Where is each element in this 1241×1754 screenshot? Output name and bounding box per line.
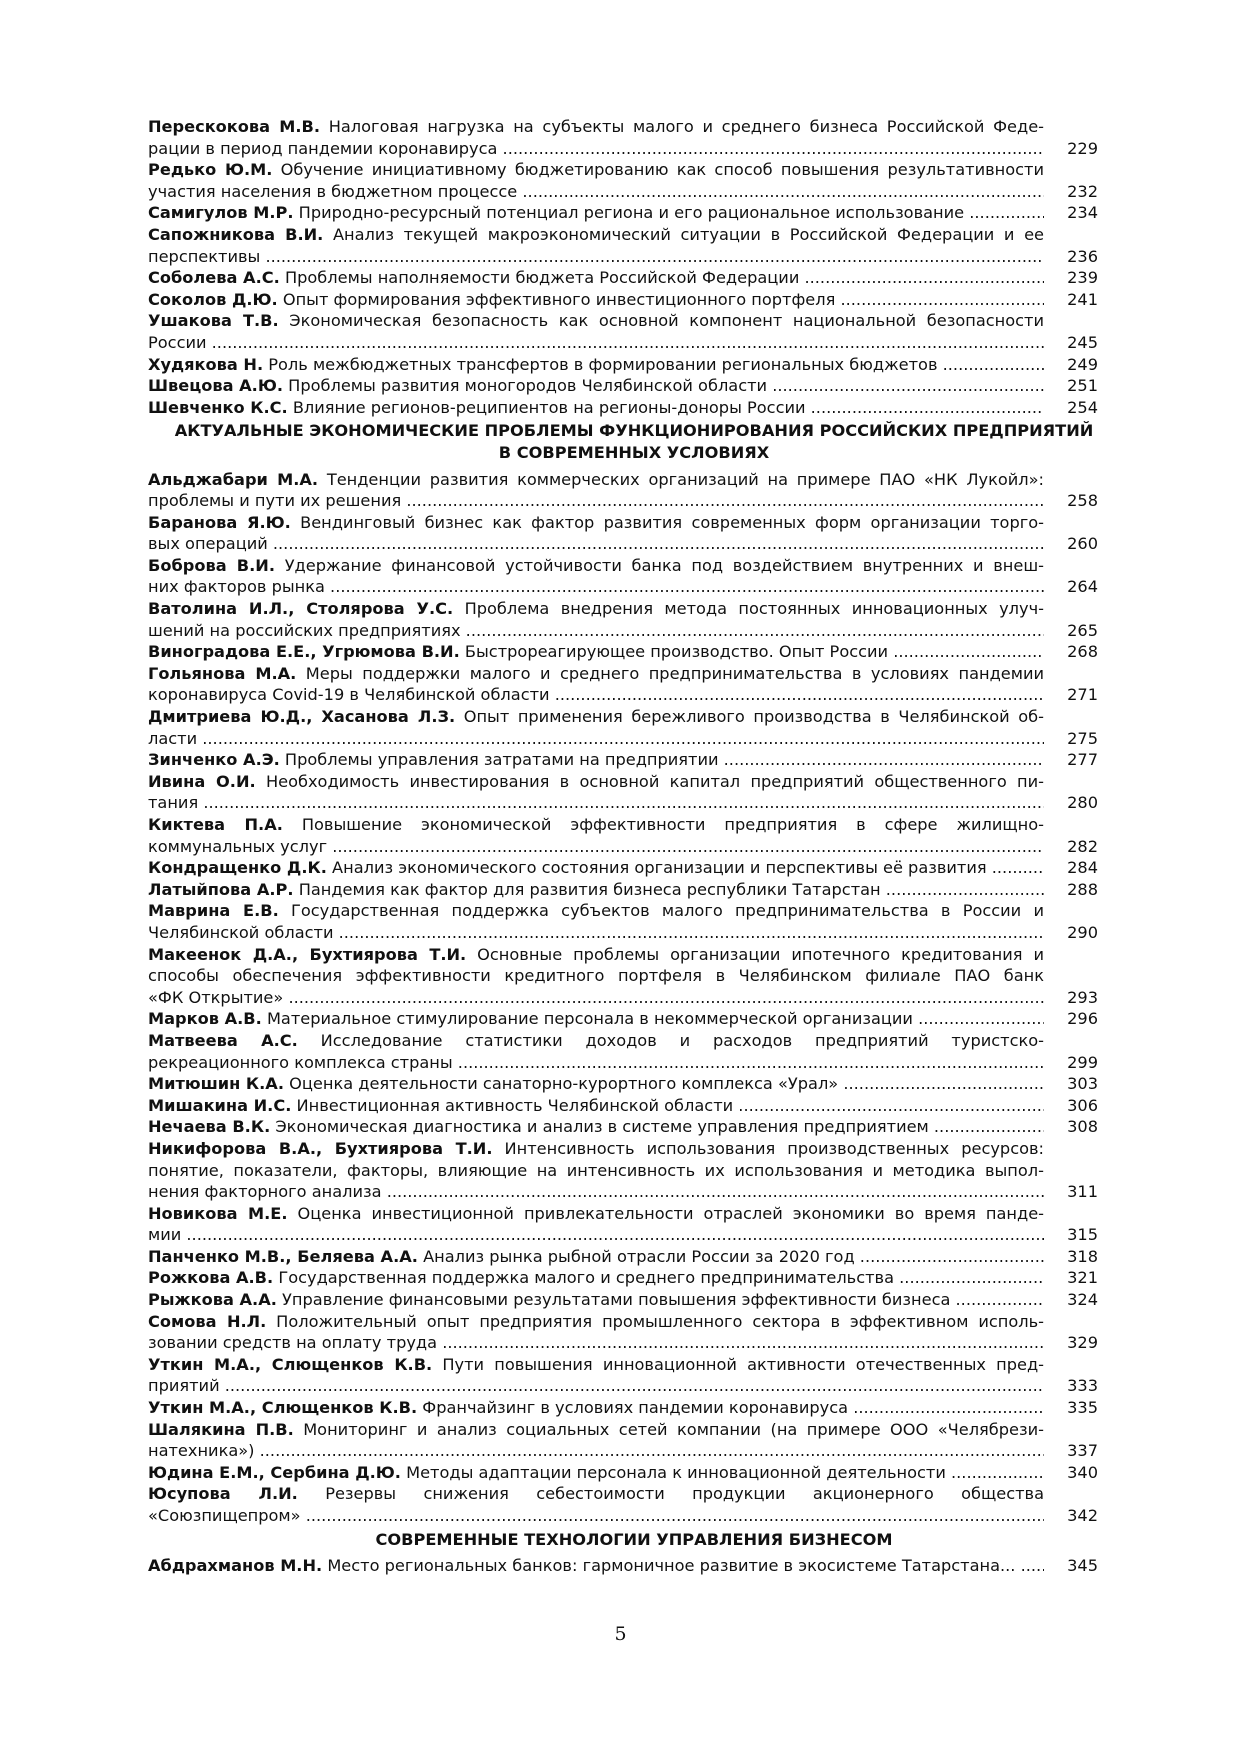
toc-entry-text xyxy=(148,159,1044,202)
toc-title-text: Резервы снижения себестоимости продукции акционерного общества xyxy=(325,1484,1044,1504)
toc-title-text: Природно-ресурсный потенциал региона и его рациональное использование xyxy=(298,203,965,223)
toc-entry-line xyxy=(148,138,1044,160)
toc-entry-text xyxy=(148,1311,1044,1354)
toc-page-number: 345 xyxy=(1067,1556,1098,1576)
toc-title-text: Необходимость инвестирования в основной капитал предприятий общественного пи- xyxy=(265,771,1044,791)
toc-entry-line xyxy=(148,1354,1044,1376)
page-number: 5 xyxy=(614,1623,627,1645)
toc-author: Мишакина И.С. xyxy=(148,1095,292,1115)
toc-page-number: 282 xyxy=(1067,836,1098,856)
toc-title-text: Место региональных банков: гармоничное развитие в экосистеме Татарстана... xyxy=(327,1556,1016,1576)
toc-entry-text xyxy=(148,397,1044,419)
toc-entry-line xyxy=(148,310,1044,332)
toc-page-number: 311 xyxy=(1067,1182,1098,1202)
toc-author: Редько Ю.М. xyxy=(148,160,273,180)
toc-entry xyxy=(148,1246,1098,1268)
toc-entry-line xyxy=(148,533,1044,555)
toc-title-text: ласти xyxy=(148,728,198,748)
toc-entry xyxy=(148,598,1098,641)
toc-title-text: Роль межбюджетных трансфертов в формировании региональных бюджетов xyxy=(268,354,938,374)
toc-page-number: 337 xyxy=(1067,1441,1098,1461)
toc-entry xyxy=(148,749,1098,771)
toc-entry-line xyxy=(148,1181,1044,1203)
toc-entry xyxy=(148,1311,1098,1354)
toc-author: Сомова Н.Л. xyxy=(148,1311,267,1331)
toc-author: Соболева А.С. xyxy=(148,268,280,288)
toc-entry-line xyxy=(148,620,1044,642)
toc-author: Альджабари М.А. xyxy=(148,469,319,489)
toc-page-number: 303 xyxy=(1067,1074,1098,1094)
toc-entry-line xyxy=(148,1052,1044,1074)
toc-title-text: Материальное стимулирование персонала в некоммерческой организации xyxy=(266,1009,913,1029)
toc-entry xyxy=(148,555,1098,598)
toc-entry-line xyxy=(148,555,1044,577)
toc-page-number: 321 xyxy=(1067,1268,1098,1288)
toc-entry-line xyxy=(148,246,1044,268)
toc-entry-line xyxy=(148,987,1044,1009)
toc-title-text: Челябинской области xyxy=(148,922,334,942)
toc-page-number: 329 xyxy=(1067,1333,1098,1353)
toc-entry xyxy=(148,224,1098,267)
toc-entry-line xyxy=(148,663,1044,685)
toc-entry xyxy=(148,116,1098,159)
toc-page-number: 239 xyxy=(1067,268,1098,288)
toc-author: Кондращенко Д.К. xyxy=(148,858,327,878)
toc-entry-line xyxy=(148,224,1044,246)
toc-title-text: нения факторного анализа xyxy=(148,1182,382,1202)
toc-page-number: 284 xyxy=(1067,858,1098,878)
toc-title-text: «Союзпищепром» xyxy=(148,1506,301,1525)
toc-entry xyxy=(148,1116,1098,1138)
toc-entry-line xyxy=(148,1073,1044,1095)
toc-entry xyxy=(148,1555,1098,1577)
toc-entry-line xyxy=(148,1116,1044,1138)
toc-entry-line xyxy=(148,1095,1044,1117)
toc-author: Киктева П.А. xyxy=(148,815,283,834)
toc-entry-text xyxy=(148,814,1044,857)
toc-entry xyxy=(148,663,1098,706)
toc-author: Панченко М.В., Беляева А.А. xyxy=(148,1246,418,1266)
toc-entry-line xyxy=(148,576,1044,598)
toc-entry-line xyxy=(148,289,1044,311)
toc-entry xyxy=(148,512,1098,555)
toc-entry-line xyxy=(148,181,1044,203)
toc-title-text: Пандемия как фактор для развития бизнеса республики Татарстан xyxy=(298,879,881,899)
toc-title-text: Инвестиционная активность Челябинской области xyxy=(296,1095,734,1115)
toc-entry-line xyxy=(148,202,1044,224)
toc-page-number: 260 xyxy=(1067,534,1098,554)
toc-entry-line xyxy=(148,332,1044,354)
toc-entry-text xyxy=(148,900,1044,943)
toc-title-text: мии xyxy=(148,1225,182,1245)
toc-entry xyxy=(148,354,1098,376)
toc-title-text: «ФК Открытие» xyxy=(148,987,284,1007)
toc-entry xyxy=(148,1483,1098,1526)
toc-entry xyxy=(148,1073,1098,1095)
toc-title-text: Меры поддержки малого и среднего предпринимательства в условиях пандемии xyxy=(305,663,1044,683)
toc-title-text: натехника») xyxy=(148,1441,255,1461)
toc-entry-line xyxy=(148,1224,1044,1246)
toc-entry xyxy=(148,289,1098,311)
toc-page-number: 293 xyxy=(1067,987,1098,1007)
toc-entry-line xyxy=(148,469,1044,491)
toc-entry-line xyxy=(148,598,1044,620)
toc-title-text: Быстрореагирующее производство. Опыт России xyxy=(464,642,889,662)
toc-entry xyxy=(148,641,1098,663)
toc-entry-line xyxy=(148,792,1044,814)
toc-entry-line xyxy=(148,1419,1044,1441)
toc-title-text: Мониторинг и анализ социальных сетей компании (на примере ООО «Челябрези- xyxy=(303,1419,1044,1439)
toc-title-text: Влияние регионов-реципиентов на регионы-доноры России xyxy=(292,397,806,417)
toc-entry xyxy=(148,1008,1098,1030)
toc-title-text: Положительный опыт предприятия промышленного сектора в эффективном исполь- xyxy=(276,1311,1044,1331)
toc-entry-text xyxy=(148,354,1044,376)
toc-entry xyxy=(148,771,1098,814)
toc-title-text: понятие, показатели, факторы, влияющие на интенсивность их использования и методика выпол- xyxy=(148,1160,1044,1180)
toc-title-text: способы обеспечения эффективности кредитного портфеля в Челябинском филиале ПАО банк xyxy=(148,966,1044,986)
toc-title-text: рекреационного комплекса страны xyxy=(148,1052,453,1072)
toc-entry xyxy=(148,1462,1098,1484)
toc-entry xyxy=(148,375,1098,397)
toc-author: Зинченко А.Э. xyxy=(148,750,280,770)
toc-author: Баранова Я.Ю. xyxy=(148,512,291,532)
toc-page-number: 254 xyxy=(1067,397,1098,417)
toc-page-number: 299 xyxy=(1067,1052,1098,1072)
toc-entry-text xyxy=(148,1095,1044,1117)
toc-title-text: Проблема внедрения метода постоянных инновационных улуч- xyxy=(464,599,1044,619)
toc-entry-line xyxy=(148,1160,1044,1182)
toc-entry-text xyxy=(148,771,1044,814)
toc-page-number: 340 xyxy=(1067,1462,1098,1482)
toc-author: Уткин М.А., Слющенков К.В. xyxy=(148,1398,418,1418)
toc-entry xyxy=(148,397,1098,419)
toc-page-number: 234 xyxy=(1067,203,1098,223)
toc-entry-text xyxy=(148,1267,1044,1289)
toc-author: Нечаева В.К. xyxy=(148,1117,271,1137)
toc-page-number: 324 xyxy=(1067,1290,1098,1310)
toc-page-number: 306 xyxy=(1067,1095,1098,1115)
toc-entry-text xyxy=(148,224,1044,267)
toc-entry-line xyxy=(148,1505,1044,1527)
toc-entry xyxy=(148,1397,1098,1419)
toc-author: Макеенок Д.А., Бухтиярова Т.И. xyxy=(148,944,467,964)
toc-author: Рыжкова А.А. xyxy=(148,1290,277,1310)
toc-page-number: 249 xyxy=(1067,354,1098,374)
toc-title-text: Пути повышения инновационной активности отечественных пред- xyxy=(442,1354,1044,1374)
toc-entry-line xyxy=(148,944,1044,966)
toc-entry-text xyxy=(148,1354,1044,1397)
toc-entry-line xyxy=(148,749,1044,771)
toc-author: Никифорова В.А., Бухтиярова Т.И. xyxy=(148,1138,493,1158)
toc-entry-line xyxy=(148,267,1044,289)
toc-entry xyxy=(148,814,1098,857)
toc-author: Ватолина И.Л., Столярова У.С. xyxy=(148,599,454,619)
toc-title-text: Экономическая диагностика и анализ в системе управления предприятием xyxy=(275,1117,929,1137)
toc-page-number: 229 xyxy=(1067,138,1098,158)
toc-page-number: 335 xyxy=(1067,1398,1098,1418)
toc-entry-text xyxy=(148,1462,1044,1484)
toc-entry xyxy=(148,267,1098,289)
toc-title-text: коммунальных услуг xyxy=(148,836,328,856)
toc-title-text: шений на российских предприятиях xyxy=(148,620,461,640)
toc-title-text: России xyxy=(148,332,207,352)
toc-entry-line xyxy=(148,1332,1044,1354)
toc-entry-line xyxy=(148,1030,1044,1052)
toc-page-number: 275 xyxy=(1067,728,1098,748)
toc-entry xyxy=(148,469,1098,512)
toc-author: Новикова М.Е. xyxy=(148,1203,288,1223)
toc-entry-text xyxy=(148,512,1044,555)
toc-title-text: Обучение инициативному бюджетированию как способ повышения результативности xyxy=(280,160,1044,180)
toc-entry-line xyxy=(148,1555,1044,1577)
toc-entry-line xyxy=(148,1462,1044,1484)
toc-entry xyxy=(148,706,1098,749)
toc-page-number: 258 xyxy=(1067,491,1098,511)
section-heading-line: СОВРЕМЕННЫЕ ТЕХНОЛОГИИ УПРАВЛЕНИЯ БИЗНЕСОМ xyxy=(375,1529,893,1549)
toc-entry-text xyxy=(148,663,1044,706)
toc-page-number: 268 xyxy=(1067,642,1098,662)
toc-entry xyxy=(148,879,1098,901)
toc-entry-line xyxy=(148,1267,1044,1289)
toc-author: Дмитриева Ю.Д., Хасанова Л.З. xyxy=(148,707,456,727)
toc-entry-line xyxy=(148,159,1044,181)
toc-entry-text xyxy=(148,267,1044,289)
toc-title-text: Основные проблемы организации ипотечного кредитования и xyxy=(477,944,1044,964)
toc-entry-text xyxy=(148,1030,1044,1073)
toc-entry-text xyxy=(148,116,1044,159)
section-heading-line: В СОВРЕМЕННЫХ УСЛОВИЯХ xyxy=(498,442,770,462)
toc-author: Митюшин К.А. xyxy=(148,1074,284,1094)
toc-entry-line xyxy=(148,814,1044,836)
toc-author: Виноградова Е.Е., Угрюмова В.И. xyxy=(148,642,460,662)
toc-title-text: перспективы xyxy=(148,246,261,266)
toc-author: Боброва В.И. xyxy=(148,555,275,575)
toc-author: Уткин М.А., Слющенков К.В. xyxy=(148,1354,433,1374)
toc-title-text: Методы адаптации персонала к инновационной деятельности xyxy=(406,1462,946,1482)
toc-entry-text xyxy=(148,1116,1044,1138)
toc-entry xyxy=(148,944,1098,1009)
toc-entry-text xyxy=(148,1555,1044,1577)
toc-title-text: коронавируса Covid-19 в Челябинской области xyxy=(148,685,550,705)
toc-author: Соколов Д.Ю. xyxy=(148,289,278,309)
toc-entry-line xyxy=(148,684,1044,706)
toc-title-text: тания xyxy=(148,793,199,813)
toc-author: Худякова Н. xyxy=(148,354,264,374)
toc-entry-line xyxy=(148,728,1044,750)
toc-entry-line xyxy=(148,116,1044,138)
toc-page-number: 318 xyxy=(1067,1246,1098,1266)
toc-entry-text xyxy=(148,944,1044,1009)
toc-entry-line xyxy=(148,1375,1044,1397)
toc-entry-text xyxy=(148,1008,1044,1030)
toc-entry-text xyxy=(148,469,1044,512)
toc-page-number: 236 xyxy=(1067,246,1098,266)
toc-title-text: приятий xyxy=(148,1376,220,1396)
toc-author: Юсупова Л.И. xyxy=(148,1484,298,1504)
toc-author: Ивина О.И. xyxy=(148,771,256,791)
toc-entry-line xyxy=(148,397,1044,419)
toc-title-text: Анализ текущей макроэкономический ситуации в Российской Федерации и ее xyxy=(332,224,1044,244)
toc-entry-text xyxy=(148,1289,1044,1311)
toc-entry-line xyxy=(148,354,1044,376)
toc-entry-line xyxy=(148,836,1044,858)
toc-page-number: 296 xyxy=(1067,1009,1098,1029)
toc-page-number: 265 xyxy=(1067,620,1098,640)
section-heading-line: АКТУАЛЬНЫЕ ЭКОНОМИЧЕСКИЕ ПРОБЛЕМЫ ФУНКЦИОНИРОВАНИЯ РОССИЙСКИХ ПРЕДПРИЯТИЙ xyxy=(174,421,1094,441)
section-heading xyxy=(148,1529,1098,1551)
toc-title-text: Интенсивность использования производственных ресурсов: xyxy=(504,1138,1044,1158)
toc-author: Абдрахманов М.Н. xyxy=(148,1556,323,1576)
toc-entry-line xyxy=(148,1289,1044,1311)
section-heading xyxy=(148,420,1098,463)
toc-entry-line xyxy=(148,1008,1044,1030)
toc-title-text: Вендинговый бизнес как фактор развития современных форм организации торго- xyxy=(300,512,1044,532)
toc-entry-line xyxy=(148,900,1044,922)
toc-entry-text xyxy=(148,1073,1044,1095)
toc-entry-text xyxy=(148,555,1044,598)
toc-title-text: них факторов рынка xyxy=(148,577,325,597)
toc-title-text: вых операций xyxy=(148,534,268,554)
toc-entry-text xyxy=(148,1246,1044,1268)
toc-entry-text xyxy=(148,1397,1044,1419)
toc-entry-text xyxy=(148,641,1044,663)
toc-title-text: участия населения в бюджетном процессе xyxy=(148,181,518,201)
toc-entry-text xyxy=(148,1419,1044,1462)
toc-entry-line xyxy=(148,512,1044,534)
toc-page-number: 315 xyxy=(1067,1225,1098,1245)
toc-entry-line xyxy=(148,1397,1044,1419)
toc-entry-text xyxy=(148,202,1044,224)
toc-page-number: 277 xyxy=(1067,750,1098,770)
toc-title-text: Опыт применения бережливого производства в Челябинской об- xyxy=(463,707,1044,727)
toc-entry xyxy=(148,159,1098,202)
toc-author: Рожкова А.В. xyxy=(148,1268,274,1288)
toc-entry-line xyxy=(148,641,1044,663)
toc-entry-text xyxy=(148,289,1044,311)
toc-entry xyxy=(148,202,1098,224)
toc-author: Швецова А.Ю. xyxy=(148,376,283,396)
toc-page-number: 280 xyxy=(1067,793,1098,813)
toc-title-text: Франчайзинг в условиях пандемии коронавируса xyxy=(422,1398,849,1418)
toc-title-text: зовании средств на оплату труда xyxy=(148,1333,438,1353)
toc-entry-line xyxy=(148,771,1044,793)
toc-entry xyxy=(148,1203,1098,1246)
toc-entry-line xyxy=(148,1203,1044,1225)
toc-author: Сапожникова В.И. xyxy=(148,224,324,244)
toc-author: Юдина Е.М., Сербина Д.Ю. xyxy=(148,1462,401,1482)
toc-entry-line xyxy=(148,490,1044,512)
toc-author: Перескокова М.В. xyxy=(148,117,321,136)
toc-entry-text xyxy=(148,749,1044,771)
toc-entry-text xyxy=(148,1138,1044,1203)
toc-author: Маврина Е.В. xyxy=(148,901,279,921)
toc-title-text: Повышение экономической эффективности предприятия в сфере жилищно- xyxy=(301,815,1044,834)
toc-page-number: 245 xyxy=(1067,332,1098,352)
toc-entry xyxy=(148,310,1098,353)
toc-author: Марков А.В. xyxy=(148,1009,262,1029)
toc-entry xyxy=(148,1030,1098,1073)
toc-title-text: Оценка инвестиционной привлекательности отраслей экономики во время панде- xyxy=(297,1203,1044,1223)
toc-author: Ушакова Т.В. xyxy=(148,311,279,331)
toc-page-number: 288 xyxy=(1067,879,1098,899)
toc-entry-line xyxy=(148,857,1044,879)
toc-entry-text xyxy=(148,706,1044,749)
toc-title-text: Проблемы управления затратами на предприятии xyxy=(284,750,719,770)
toc-entry-line xyxy=(148,1483,1044,1505)
toc-entry-line xyxy=(148,1440,1044,1462)
toc-title-text: Государственная поддержка малого и среднего предпринимательства xyxy=(278,1268,895,1288)
toc-entry-text xyxy=(148,598,1044,641)
toc-entry xyxy=(148,857,1098,879)
toc-entry-line xyxy=(148,1246,1044,1268)
toc-entry-line xyxy=(148,1311,1044,1333)
toc-entry xyxy=(148,1267,1098,1289)
toc-entry-line xyxy=(148,706,1044,728)
toc-entry xyxy=(148,1138,1098,1203)
toc-entry-text xyxy=(148,857,1044,879)
toc-author: Латыйпова А.Р. xyxy=(148,879,294,899)
toc-title-text: Проблемы наполняемости бюджета Российской Федерации xyxy=(284,268,800,288)
toc-entry-line xyxy=(148,965,1044,987)
toc-author: Шалякина П.В. xyxy=(148,1419,294,1439)
toc-title-text: Анализ экономического состояния организации и перспективы её развития xyxy=(332,858,987,878)
toc-page-number: 251 xyxy=(1067,376,1098,396)
toc-page-number: 241 xyxy=(1067,289,1098,309)
toc-entry xyxy=(148,900,1098,943)
toc-title-text: Опыт формирования эффективного инвестиционного портфеля xyxy=(282,289,836,309)
toc-title-text: Тенденции развития коммерческих организаций на примере ПАО «НК Лукойл»: xyxy=(326,469,1044,489)
table-of-contents xyxy=(148,116,1098,1577)
toc-author: Гольянова М.А. xyxy=(148,663,297,683)
toc-page-number: 232 xyxy=(1067,181,1098,201)
toc-page-number: 308 xyxy=(1067,1117,1098,1137)
toc-page-number: 333 xyxy=(1067,1376,1098,1396)
toc-entry-text xyxy=(148,375,1044,397)
toc-title-text: Исследование статистики доходов и расходов предприятий туристско- xyxy=(320,1030,1044,1050)
toc-title-text: Удержание финансовой устойчивости банка под воздействием внутренних и внеш- xyxy=(284,555,1044,575)
toc-title-text: рации в период пандемии коронавируса xyxy=(148,138,498,158)
toc-author: Шевченко К.С. xyxy=(148,397,288,417)
toc-page-number: 290 xyxy=(1067,922,1098,942)
toc-title-text: Проблемы развития моногородов Челябинской области xyxy=(288,376,768,396)
toc-title-text: Налоговая нагрузка на субъекты малого и среднего бизнеса Российской Феде- xyxy=(328,117,1044,136)
toc-title-text: Управление финансовыми результатами повышения эффективности бизнеса xyxy=(282,1290,951,1310)
toc-author: Самигулов М.Р. xyxy=(148,203,294,223)
toc-title-text: Оценка деятельности санаторно-курортного комплекса «Урал» xyxy=(289,1074,839,1094)
toc-title-text: Государственная поддержка субъектов малого предпринимательства в России и xyxy=(291,901,1044,921)
toc-entry-text xyxy=(148,879,1044,901)
toc-entry-text xyxy=(148,1203,1044,1246)
toc-entry-line xyxy=(148,879,1044,901)
toc-title-text: проблемы и пути их решения xyxy=(148,491,402,511)
toc-title-text: Анализ рынка рыбной отрасли России за 2020 год xyxy=(423,1246,855,1266)
toc-title-text: Экономическая безопасность как основной компонент национальной безопасности xyxy=(289,311,1044,331)
toc-entry-text xyxy=(148,1483,1044,1526)
toc-entry xyxy=(148,1419,1098,1462)
toc-entry xyxy=(148,1354,1098,1397)
toc-entry-line xyxy=(148,1138,1044,1160)
toc-entry-text xyxy=(148,310,1044,353)
toc-page-number: 342 xyxy=(1067,1506,1098,1525)
toc-entry xyxy=(148,1095,1098,1117)
toc-page-number: 264 xyxy=(1067,577,1098,597)
toc-entry-line xyxy=(148,375,1044,397)
toc-entry-line xyxy=(148,922,1044,944)
toc-author: Матвеева А.С. xyxy=(148,1030,298,1050)
toc-entry xyxy=(148,1289,1098,1311)
toc-page-number: 271 xyxy=(1067,685,1098,705)
